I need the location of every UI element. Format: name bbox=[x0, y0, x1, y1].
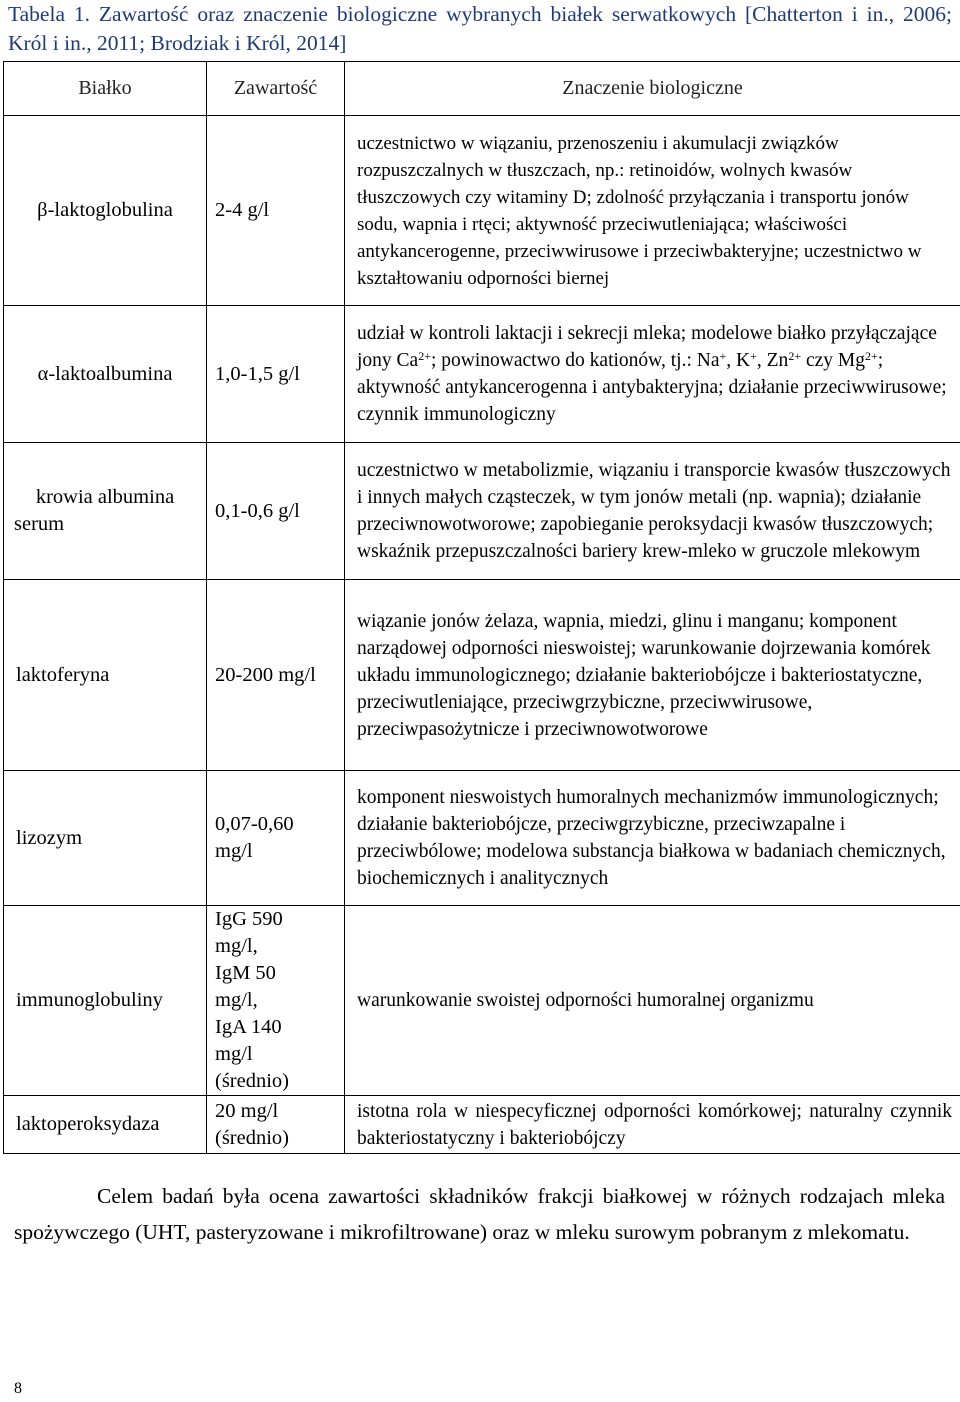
significance-cell: warunkowanie swoistej odporności humoralnej organizmu bbox=[345, 906, 960, 1096]
table-row bbox=[4, 443, 960, 580]
sig-sup-5: 2+ bbox=[865, 349, 878, 363]
content-line-1: 20 mg/l bbox=[215, 1099, 279, 1122]
table-row bbox=[4, 116, 960, 306]
header-significance: Znaczenie biologiczne bbox=[345, 62, 960, 116]
protein-cell: laktoferyna bbox=[4, 580, 207, 771]
table-row bbox=[4, 906, 960, 1096]
sig-sup-4: 2+ bbox=[788, 349, 802, 363]
protein-cell bbox=[4, 443, 207, 580]
table-row bbox=[4, 306, 960, 443]
content-cell bbox=[207, 771, 345, 906]
content-line: mg/l bbox=[215, 1043, 253, 1065]
significance-cell: komponent nieswoistych humoralnych mechanizmów immunologicznych; działanie bakteriobójcze, przeciwgrzybiczne, przeciwzapalne i przeciwbólowe; modelowa substancja białkowa w badaniach chemicznych, biochemicznych i analitycznych bbox=[345, 771, 960, 906]
content-line: (średnio) bbox=[215, 1070, 290, 1092]
content-cell bbox=[207, 1096, 345, 1154]
protein-cell: β-laktoglobulina bbox=[4, 116, 207, 306]
sig-sup-3: + bbox=[750, 349, 757, 363]
table-row bbox=[4, 580, 960, 771]
content-line-2: mg/l bbox=[215, 840, 253, 862]
table-row bbox=[4, 1096, 960, 1154]
sig-text-b: ; powinowactwo do kationów, tj.: Na bbox=[431, 350, 720, 371]
significance-cell: wiązanie jonów żelaza, wapnia, miedzi, glinu i manganu; komponent narządowej odporności nieswoistej; warunkowanie dojrzewania komórek układu immunologicznego; działanie bakteriobójcze i bakteriostatyczne, przeciwutleniające, przeciwgrzybiczne, przeciwwirusowe, przeciwpasożytnicze i przeciwnowotworowe bbox=[345, 580, 960, 771]
whey-protein-table bbox=[3, 61, 960, 1154]
protein-cell: laktoperoksydaza bbox=[4, 1096, 207, 1154]
header-protein: Białko bbox=[4, 62, 207, 116]
content-line-1: 0,07-0,60 bbox=[215, 813, 294, 835]
significance-cell bbox=[345, 306, 960, 443]
table-caption bbox=[8, 0, 952, 58]
content-cell: 2-4 g/l bbox=[207, 116, 345, 306]
body-paragraph: Celem badań była ocena zawartości składników frakcji białkowej w różnych rodzajach mleka spożywczego (UHT, pasteryzowane i mikrofiltrowane) oraz w mleku surowym pobranym z mlekomatu. bbox=[14, 1184, 945, 1244]
content-cell: 20-200 mg/l bbox=[207, 580, 345, 771]
protein-cell: α-laktoalbumina bbox=[4, 306, 207, 443]
page-number: 8 bbox=[14, 1380, 22, 1397]
caption-label: Tabela 1. bbox=[8, 2, 91, 26]
content-line-2: (średnio) bbox=[215, 1126, 290, 1149]
protein-cell: lizozym bbox=[4, 771, 207, 906]
sig-sup-1: 2+ bbox=[418, 349, 431, 363]
sig-text-e: czy Mg bbox=[801, 350, 865, 371]
sig-text-f: ; aktywność antykancerogenna i antybakteryjna; działanie przeciwwirusowe; czynnik immunologiczny bbox=[357, 350, 947, 425]
content-line: IgG 590 bbox=[215, 908, 283, 930]
significance-cell: uczestnictwo w wiązaniu, przenoszeniu i akumulacji związków rozpuszczalnych w tłuszczach, np.: retinoidów, wolnych kwasów tłuszczowych czy witaminy D; zdolność przyłączania i transportu jonów sodu, wapnia i rtęci; aktywność przeciwutleniająca; właściwości antykancerogenne, przeciwwirusowe i przeciwbakteryjne; uczestnictwo w kształtowaniu odporności biernej bbox=[345, 116, 960, 306]
significance-cell: uczestnictwo w metabolizmie, wiązaniu i transporcie kwasów tłuszczowych i innych małych cząsteczek, w tym jonów metali (np. wapnia); działanie przeciwnowotworowe; zapobieganie peroksydacji kwasów tłuszczowych; wskaźnik przepuszczalności bariery krew-mleko w gruczole mlekowym bbox=[345, 443, 960, 580]
content-line: mg/l, bbox=[215, 989, 258, 1011]
content-cell: 1,0-1,5 g/l bbox=[207, 306, 345, 443]
content-line: IgM 50 bbox=[215, 962, 276, 984]
protein-line-1: krowia albumina bbox=[35, 486, 175, 508]
sig-sup-2: + bbox=[719, 349, 727, 363]
sig-text-d: , Zn bbox=[756, 350, 789, 371]
table-header-row bbox=[4, 62, 960, 116]
content-line: IgA 140 bbox=[215, 1016, 282, 1038]
header-content: Zawartość bbox=[207, 62, 345, 116]
content-cell bbox=[207, 906, 345, 1096]
table-row bbox=[4, 771, 960, 906]
content-line: mg/l, bbox=[215, 935, 258, 957]
significance-cell: istotna rola w niespecyficznej odporności komórkowej; naturalny czynnik bakteriostatyczny i bakteriobójczy bbox=[345, 1096, 960, 1154]
sig-text-a: udział w kontroli laktacji i sekrecji mleka; modelowe białko przyłączające jony Ca bbox=[357, 323, 937, 371]
protein-cell: immunoglobuliny bbox=[4, 906, 207, 1096]
sig-text-c: , K bbox=[726, 350, 751, 371]
content-cell: 0,1-0,6 g/l bbox=[207, 443, 345, 580]
protein-line-2: serum bbox=[14, 513, 65, 535]
caption-text: Zawartość oraz znaczenie biologiczne wybranych białek serwatkowych [Chatterton i in., 2006; Król i in., 2011; Brodziak i Król, 2014] bbox=[8, 2, 953, 55]
